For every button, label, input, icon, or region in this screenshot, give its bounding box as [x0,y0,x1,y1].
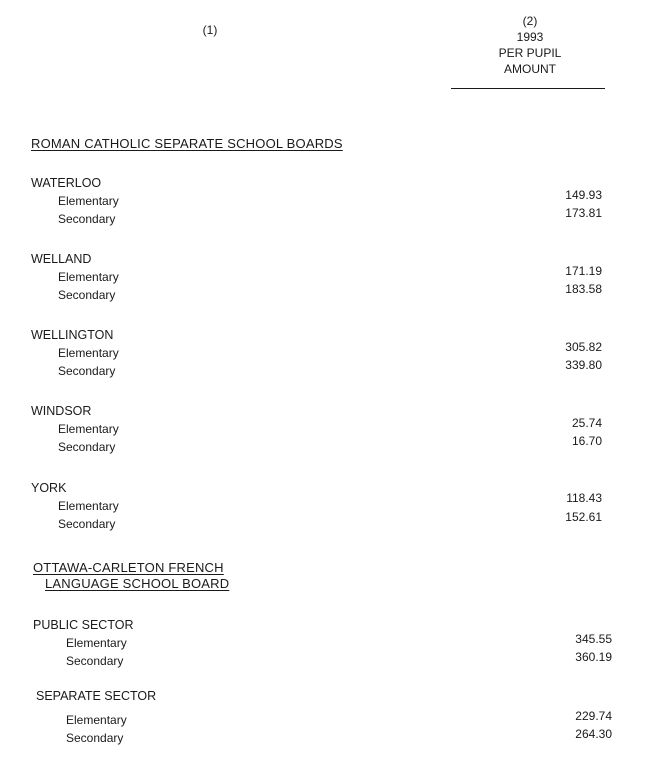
row-label: Secondary [66,731,124,745]
row-amount: 149.93 [565,188,602,202]
row-amount: 173.81 [565,206,602,220]
column-2-number: (2) [522,14,538,28]
section-title-ottawa-carleton-line1: OTTAWA-CARLETON FRENCH [33,560,224,575]
row-amount: 305.82 [565,340,602,354]
board-name-windsor: WINDSOR [31,404,92,418]
board-name-waterloo: WATERLOO [31,176,102,190]
row-label: Secondary [66,654,124,668]
row-label: Elementary [58,270,119,284]
row-label: Elementary [66,713,127,727]
row-amount: 345.55 [575,632,612,646]
board-name-wellington: WELLINGTON [31,328,114,342]
sector-name-separate: SEPARATE SECTOR [36,689,157,703]
board-name-york: YORK [31,481,67,495]
sector-name-public: PUBLIC SECTOR [33,618,134,632]
row-label: Secondary [58,288,116,302]
row-amount: 229.74 [575,709,612,723]
column-2-year: 1993 [516,30,544,44]
row-label: Elementary [66,636,127,650]
row-label: Elementary [58,346,119,360]
row-label: Secondary [58,212,116,226]
row-label: Elementary [58,422,119,436]
row-label: Elementary [58,499,119,513]
header-rule [451,88,605,89]
row-label: Secondary [58,517,116,531]
row-amount: 16.70 [571,434,602,448]
column-2-label-line2: AMOUNT [504,62,556,76]
section-title-ottawa-carleton-line2: LANGUAGE SCHOOL BOARD [45,576,230,591]
section-title-roman-catholic: ROMAN CATHOLIC SEPARATE SCHOOL BOARDS [31,136,343,151]
row-label: Secondary [58,364,116,378]
row-amount: 25.74 [571,416,602,430]
row-amount: 183.58 [565,282,602,296]
row-amount: 152.61 [565,510,602,524]
board-name-welland: WELLAND [31,252,92,266]
row-amount: 171.19 [565,264,602,278]
row-amount: 264.30 [575,727,612,741]
row-label: Elementary [58,194,119,208]
row-amount: 339.80 [565,358,602,372]
column-1-header: (1) [202,23,218,37]
row-amount: 360.19 [575,650,612,664]
row-amount: 118.43 [566,491,602,505]
row-label: Secondary [58,440,116,454]
column-2-label-line1: PER PUPIL [498,46,562,60]
